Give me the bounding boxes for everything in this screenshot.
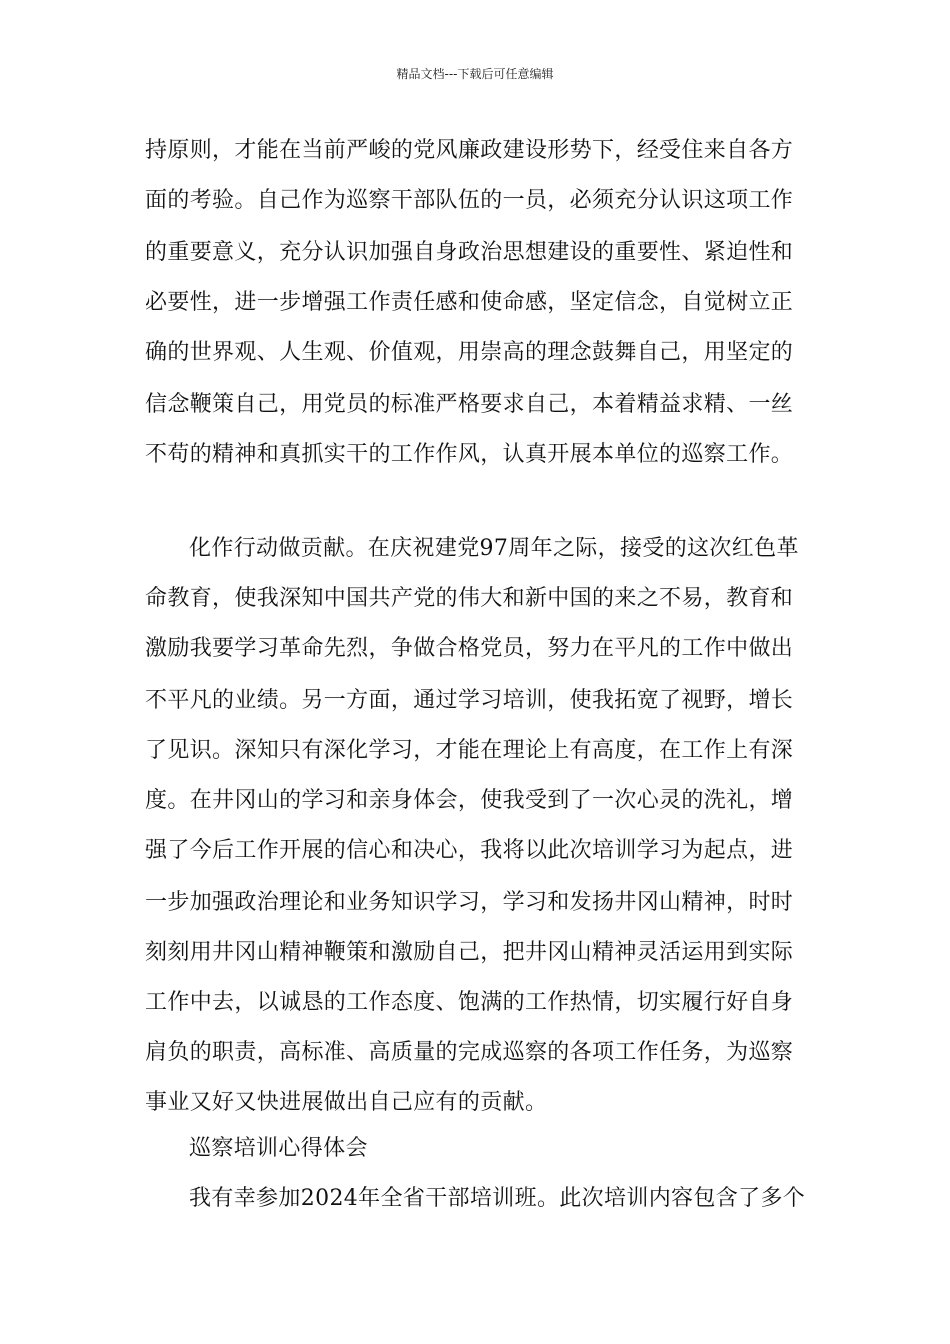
- text-line: 肩负的职责，高标准、高质量的完成巡察的各项工作任务，为巡察: [145, 1040, 794, 1065]
- document-header: 精品文档---下载后可任意编辑: [396, 67, 554, 81]
- text-line: 面的考验。自己作为巡察干部队伍的一员，必须充分认识这项工作: [145, 188, 794, 213]
- text-line: 不平凡的业绩。另一方面，通过学习培训，使我拓宽了视野，增长: [145, 688, 794, 713]
- text-line: 工作中去，以诚恳的工作态度、饱满的工作热情，切实履行好自身: [145, 990, 794, 1015]
- text-line: 刻刻用井冈山精神鞭策和激励自己，把井冈山精神灵活运用到实际: [145, 940, 794, 965]
- text-line: 必要性，进一步增强工作责任感和使命感，坚定信念，自觉树立正: [145, 290, 794, 315]
- text-line: 事业又好又快进展做出自己应有的贡献。: [145, 1090, 548, 1115]
- text-line: 的重要意义，充分认识加强自身政治思想建设的重要性、紧迫性和: [145, 240, 794, 265]
- text-line: 了见识。深知只有深化学习，才能在理论上有高度，在工作上有深: [145, 738, 794, 763]
- text-line: 不苟的精神和真抓实干的工作作风，认真开展本单位的巡察工作。: [145, 442, 794, 467]
- text-line: 化作行动做贡献。在庆祝建党97周年之际，接受的这次红色革: [189, 536, 799, 561]
- text-line: 确的世界观、人生观、价值观，用崇高的理念鼓舞自己，用坚定的: [145, 340, 794, 365]
- text-line: 我有幸参加2024年全省干部培训班。此次培训内容包含了多个: [189, 1186, 806, 1211]
- text-line: 持原则，才能在当前严峻的党风廉政建设形势下，经受住来自各方: [145, 138, 794, 163]
- text-line: 命教育，使我深知中国共产党的伟大和新中国的来之不易，教育和: [145, 586, 794, 611]
- text-line: 强了今后工作开展的信心和决心，我将以此次培训学习为起点，进: [145, 838, 794, 863]
- text-line: 度。在井冈山的学习和亲身体会，使我受到了一次心灵的洗礼，增: [145, 788, 794, 813]
- section-heading: 巡察培训心得体会: [189, 1136, 368, 1161]
- text-line: 激励我要学习革命先烈，争做合格党员，努力在平凡的工作中做出: [145, 636, 794, 661]
- text-line: 一步加强政治理论和业务知识学习，学习和发扬井冈山精神，时时: [145, 890, 794, 915]
- text-line: 信念鞭策自己，用党员的标准严格要求自己，本着精益求精、一丝: [145, 392, 794, 417]
